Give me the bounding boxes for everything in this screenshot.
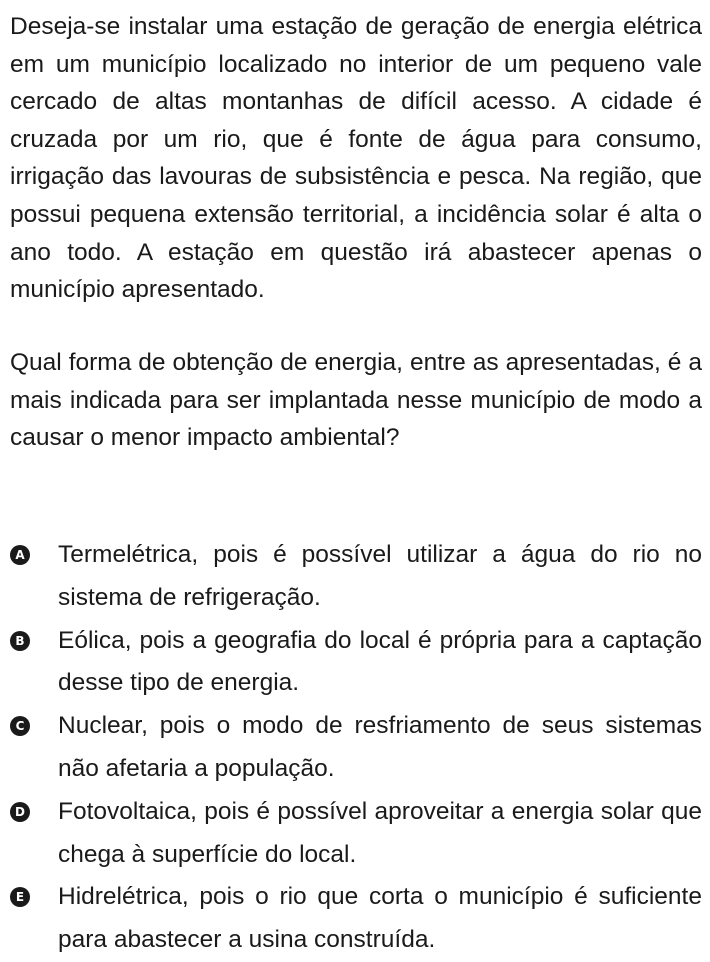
option-c[interactable]	[0, 705, 710, 791]
option-d[interactable]	[0, 791, 710, 877]
option-b-text: Eólica, pois a geografia do local é própria para a captação desse tipo de energia.	[58, 626, 702, 697]
option-letter-c-badge: C	[10, 716, 30, 736]
option-letter-e-badge: E	[10, 887, 30, 907]
answer-options	[0, 534, 710, 962]
option-a-text: Termelétrica, pois é possível utilizar a água do rio no sistema de refrigeração.	[58, 541, 702, 611]
option-e-text: Hidrelétrica, pois o rio que corta o município é suficiente para abastecer a usina construída.	[58, 883, 702, 954]
question-prompt: Qual forma de obtenção de energia, entre as apresentadas, é a mais indicada para ser implantada nesse município de modo a causar o menor impacto ambiental?	[10, 349, 702, 452]
option-d-text: Fotovoltaica, pois é possível aproveitar a energia solar que chega à superfície do local.	[58, 797, 702, 868]
option-e[interactable]	[0, 876, 710, 962]
option-letter-a-badge: A	[10, 545, 30, 565]
option-b[interactable]	[0, 620, 710, 706]
option-letter-d-badge: D	[10, 802, 30, 822]
question-stem: Deseja-se instalar uma estação de geração de energia elétrica em um município localizado no interior de um pequeno vale cercado de altas montanhas de difícil acesso. A cidade é cruzada por um rio, que é fonte de água para consumo, irrigação das lavouras de subsistência e pesca. Na região, que possui pequena extensão territorial, a incidência solar é alta o ano todo. A estação em questão irá abastecer apenas o município apresentado.	[10, 13, 702, 304]
option-c-text: Nuclear, pois o modo de resfriamento de seus sistemas não afetaria a população.	[58, 712, 702, 782]
option-letter-b-badge: B	[10, 631, 30, 651]
option-a[interactable]	[0, 534, 710, 620]
